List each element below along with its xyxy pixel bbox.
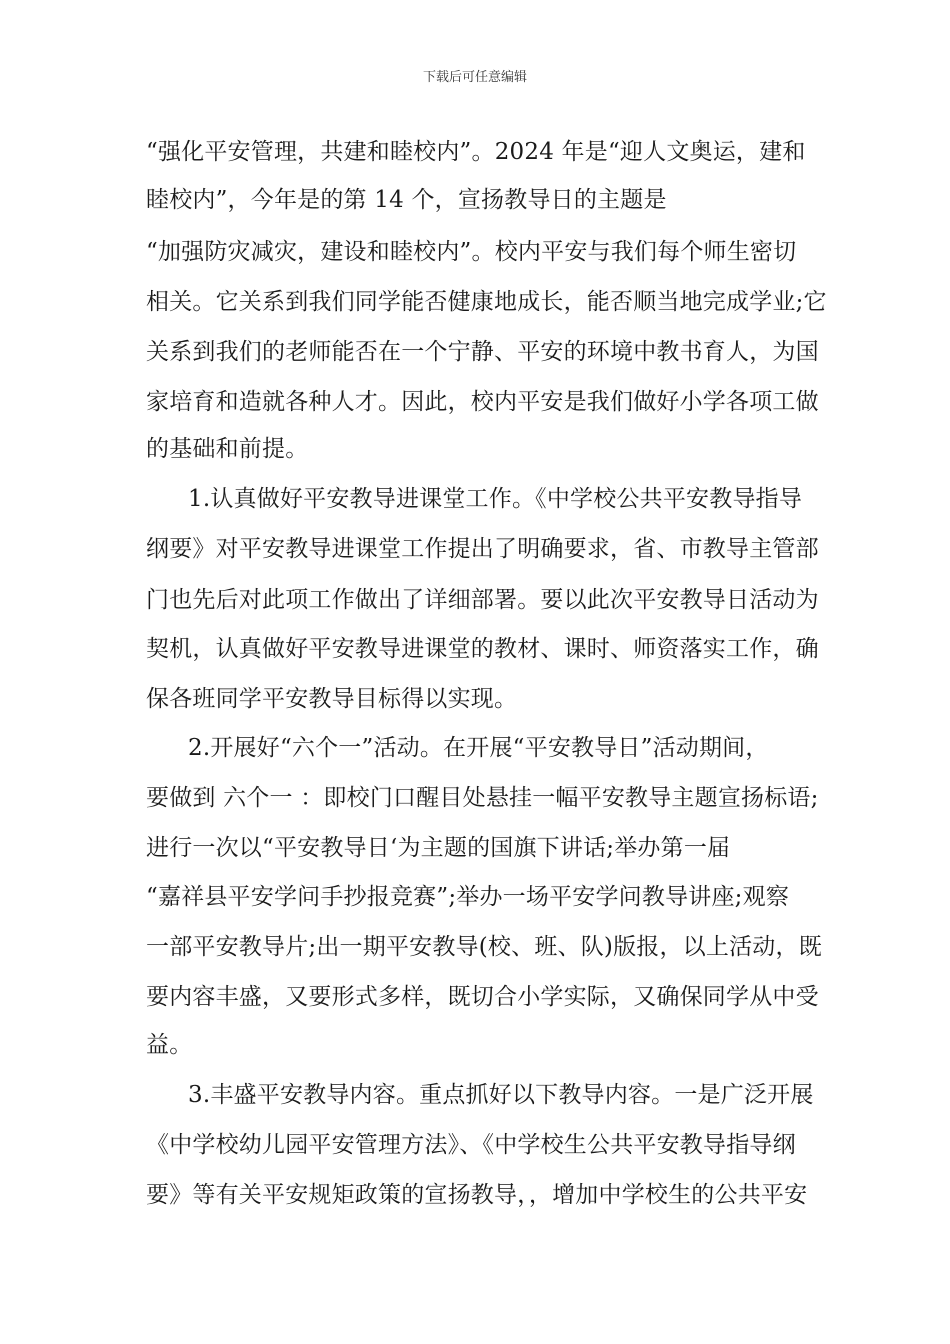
text-line: “加强防灾减灾，建设和睦校内”。校内平安与我们每个师生密切: [146, 239, 797, 265]
text-line: 2.开展好“六个一”活动。在开展“平安教导日”活动期间，: [188, 735, 769, 761]
text-line: 一部平安教导片;出一期平安教导(校、班、队)版报，以上活动，既: [146, 934, 822, 960]
text-line: 1.认真做好平安教导进课堂工作。《中学校公共平安教导指导: [188, 486, 803, 512]
text-line: “强化平安管理，共建和睦校内”。2024 年是“迎人文奥运，建和: [146, 139, 806, 165]
text-line: 关系到我们的老师能否在一个宁静、平安的环境中教书育人，为国: [146, 339, 819, 365]
text-line: 《中学校幼儿园平安管理方法》、《中学校生公共平安教导指导纲: [146, 1132, 796, 1158]
text-line: 要做到 六个一 ：即校门口醒目处悬挂一幅平安教导主题宣扬标语;: [146, 785, 819, 811]
text-line: 3.丰盛平安教导内容。重点抓好以下教导内容。一是广泛开展: [188, 1082, 814, 1108]
text-line: 睦校内”，今年是的第 14 个，宣扬教导日的主题是: [146, 187, 667, 213]
text-line: 要内容丰盛，又要形式多样，既切合小学实际，又确保同学从中受: [146, 984, 819, 1010]
text-line: 进行一次以“平安教导日‘为主题的国旗下讲话;举办第一届: [146, 835, 731, 861]
text-line: 纲要》对平安教导进课堂工作提出了明确要求，省、市教导主管部: [146, 536, 819, 562]
text-line: 益。: [146, 1032, 193, 1058]
text-line: “嘉祥县平安学问手抄报竞赛”;举办一场平安学问教导讲座;观察: [146, 884, 790, 910]
text-line: 的基础和前提。: [146, 436, 309, 462]
text-line: 要》等有关平安规矩政策的宣扬教导，，增加中学校生的公共平安: [146, 1182, 808, 1208]
text-line: 相关。它关系到我们同学能否健康地成长，能否顺当地完成学业;它: [146, 289, 827, 315]
text-line: 保各班同学平安教导目标得以实现。: [146, 686, 518, 712]
text-line: 家培育和造就各种人才。因此，校内平安是我们做好小学各项工做: [146, 389, 819, 415]
text-line: 门也先后对此项工作做出了详细部署。要以此次平安教导日活动为: [146, 587, 819, 613]
text-line: 契机，认真做好平安教导进课堂的教材、课时、师资落实工作，确: [146, 636, 819, 662]
page-header: 下载后可任意编辑: [422, 70, 527, 85]
